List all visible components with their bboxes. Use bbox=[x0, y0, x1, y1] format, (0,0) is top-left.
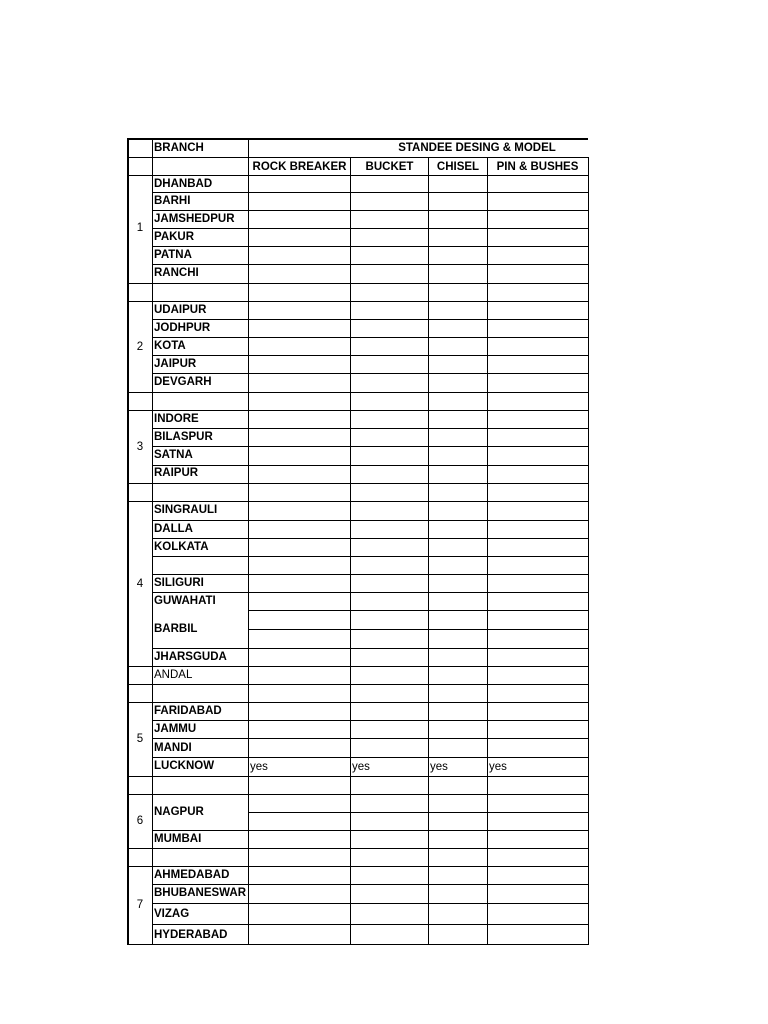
branch-name: DEVGARH bbox=[154, 376, 212, 388]
branch-name: INDORE bbox=[154, 413, 199, 425]
group-title: STANDEE DESING & MODEL bbox=[398, 142, 556, 154]
grid-line bbox=[152, 556, 588, 557]
lucknow-chisel-value: yes bbox=[430, 761, 448, 773]
lucknow-pin-bushes-value: yes bbox=[489, 761, 507, 773]
grid-line bbox=[127, 175, 588, 176]
col-header-chisel: CHISEL bbox=[436, 161, 480, 173]
grid-line bbox=[127, 666, 588, 667]
lucknow-rock-breaker-value: yes bbox=[250, 761, 268, 773]
branch-name: RANCHI bbox=[154, 267, 199, 279]
branch-name: SATNA bbox=[154, 449, 193, 461]
grid-line bbox=[152, 373, 588, 374]
grid-line bbox=[152, 465, 588, 466]
grid-line bbox=[152, 246, 588, 247]
grid-line bbox=[152, 264, 588, 265]
branch-name: BARHI bbox=[154, 195, 191, 207]
grid-line bbox=[152, 337, 588, 338]
branch-name: VIZAG bbox=[154, 908, 190, 920]
grid-line bbox=[152, 884, 588, 885]
branch-name: DHANBAD bbox=[154, 178, 213, 190]
grid-line bbox=[152, 319, 588, 320]
grid-line bbox=[350, 157, 351, 945]
grid-line bbox=[127, 776, 588, 777]
grid-line bbox=[152, 520, 588, 521]
grid-line bbox=[152, 738, 588, 739]
grid-line bbox=[152, 428, 588, 429]
grid-line bbox=[127, 392, 588, 393]
branch-name: BARBIL bbox=[154, 623, 198, 635]
group-number: 6 bbox=[136, 815, 144, 827]
branch-name: NAGPUR bbox=[154, 806, 204, 818]
grid-line bbox=[248, 812, 588, 813]
grid-line bbox=[152, 830, 588, 831]
grid-line bbox=[588, 157, 589, 945]
grid-line bbox=[127, 301, 588, 302]
group-number: 1 bbox=[136, 222, 144, 234]
grid-line bbox=[428, 157, 429, 945]
grid-line bbox=[127, 410, 588, 411]
grid-line bbox=[127, 944, 588, 945]
grid-line bbox=[152, 228, 588, 229]
branch-header: BRANCH bbox=[154, 142, 204, 154]
grid-line bbox=[152, 924, 588, 925]
branch-name: BILASPUR bbox=[154, 431, 213, 443]
branch-name: JAIPUR bbox=[154, 358, 197, 370]
branch-name: JAMSHEDPUR bbox=[154, 213, 235, 225]
group-number: 2 bbox=[136, 341, 144, 353]
branch-name: SINGRAULI bbox=[154, 504, 218, 516]
grid-line bbox=[127, 866, 588, 867]
branch-name: JHARSGUDA bbox=[154, 651, 227, 663]
grid-line bbox=[127, 684, 588, 685]
grid-line bbox=[152, 574, 588, 575]
branch-name: RAIPUR bbox=[154, 467, 199, 479]
branch-name: JODHPUR bbox=[154, 322, 211, 334]
branch-name: PATNA bbox=[154, 249, 192, 261]
grid-line bbox=[152, 210, 588, 211]
group-number: 7 bbox=[136, 899, 144, 911]
branch-name: UDAIPUR bbox=[154, 304, 207, 316]
grid-line bbox=[127, 283, 588, 284]
grid-line bbox=[152, 192, 588, 193]
branch-name: ANDAL bbox=[154, 669, 193, 681]
branch-name: DALLA bbox=[154, 523, 193, 535]
branch-name: MUMBAI bbox=[154, 833, 202, 845]
grid-line bbox=[152, 355, 588, 356]
grid-line bbox=[127, 483, 588, 484]
grid-line bbox=[152, 446, 588, 447]
grid-line bbox=[152, 538, 588, 539]
col-header-rock-breaker: ROCK BREAKER bbox=[252, 161, 347, 173]
grid-line bbox=[152, 903, 588, 904]
grid-line bbox=[248, 629, 588, 630]
col-header-pin-bushes: PIN & BUSHES bbox=[496, 161, 579, 173]
grid-line bbox=[127, 501, 588, 502]
branch-name: JAMMU bbox=[154, 723, 197, 735]
grid-line bbox=[152, 138, 153, 945]
branch-name: HYDERABAD bbox=[154, 929, 228, 941]
grid-line bbox=[127, 848, 588, 849]
branch-name: FARIDABAD bbox=[154, 705, 222, 717]
grid-line bbox=[152, 757, 588, 758]
grid-line bbox=[127, 702, 588, 703]
grid-line bbox=[487, 157, 488, 945]
grid-line bbox=[248, 138, 249, 945]
branch-name: MANDI bbox=[154, 742, 192, 754]
group-number: 3 bbox=[136, 441, 144, 453]
group-number: 5 bbox=[136, 733, 144, 745]
col-header-bucket: BUCKET bbox=[365, 161, 414, 173]
branch-name: PAKUR bbox=[154, 231, 195, 243]
lucknow-bucket-value: yes bbox=[352, 761, 370, 773]
branch-name: KOLKATA bbox=[154, 541, 209, 553]
grid-line bbox=[152, 720, 588, 721]
grid-line bbox=[127, 794, 588, 795]
grid-line bbox=[127, 138, 588, 140]
branch-name: BHUBANESWAR bbox=[154, 887, 246, 899]
group-number: 4 bbox=[136, 578, 144, 590]
branch-name: KOTA bbox=[154, 340, 186, 352]
branch-name: AHMEDABAD bbox=[154, 869, 230, 881]
branch-name: SILIGURI bbox=[154, 577, 204, 589]
grid-line bbox=[152, 648, 588, 649]
branch-name: GUWAHATI bbox=[154, 595, 216, 607]
grid-line bbox=[248, 610, 588, 611]
branch-name: LUCKNOW bbox=[154, 760, 215, 772]
grid-line bbox=[152, 592, 588, 593]
grid-line bbox=[127, 157, 588, 158]
